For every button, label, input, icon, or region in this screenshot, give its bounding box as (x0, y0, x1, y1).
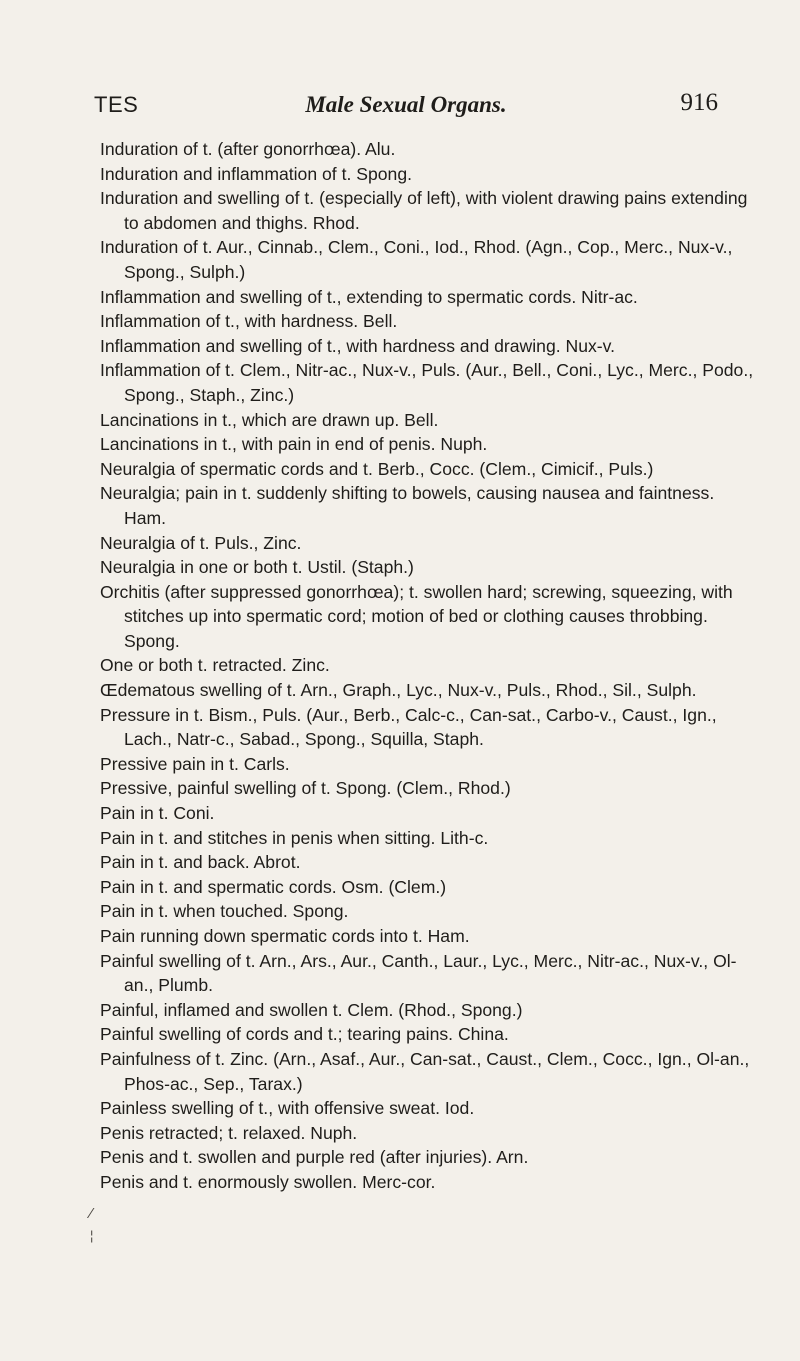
repertory-entry: Pressive, painful swelling of t. Spong. (Clem., Rhod.) (100, 778, 511, 799)
repertory-entry: Induration of t. (after gonorrhœa). Alu. (100, 139, 396, 159)
repertory-entry: Pain in t. Coni. (100, 803, 215, 824)
page-number: 916 (680, 89, 718, 116)
repertory-entry: Pain in t. and back. Abrot. (100, 852, 301, 873)
repertory-entry: Penis and t. swollen and purple red (after injuries). Arn. (100, 1147, 529, 1168)
repertory-entry: Inflammation of t., with hardness. Bell. (100, 311, 398, 332)
repertory-entry: Lancinations in t., which are drawn up. Bell. (100, 409, 439, 430)
repertory-entry: Painful, inflamed and swollen t. Clem. (Rhod., Spong.) (100, 999, 523, 1020)
running-head (94, 89, 718, 122)
repertory-entry: Pressive pain in t. Carls. (100, 753, 290, 774)
repertory-entry: Inflammation and swelling of t., extending to spermatic cords. Nitr-ac. (100, 286, 638, 307)
margin-pencil-mark: ¦ (90, 1228, 94, 1243)
chapter-title: Male Sexual Organs. (305, 92, 507, 117)
repertory-entry: Induration and swelling of t. (especially of left), with violent drawing pains extending to abdomen and thighs. Rhod. (100, 188, 748, 233)
repertory-entry: Pain in t. and stitches in penis when sitting. Lith-c. (100, 827, 489, 848)
repertory-entry: Orchitis (after suppressed gonorrhœa); t. swollen hard; screwing, squeezing, with stitches up into spermatic cord; motion of bed or clothing causes throbbing. Spong. (100, 581, 733, 651)
section-label: TES (94, 92, 139, 117)
repertory-entry: One or both t. retracted. Zinc. (100, 655, 330, 676)
repertory-entry: Lancinations in t., with pain in end of penis. Nuph. (100, 434, 488, 455)
repertory-entry: Induration and inflammation of t. Spong. (100, 163, 412, 184)
repertory-entry: Pain running down spermatic cords into t. Ham. (100, 926, 470, 946)
repertory-entry-list (100, 137, 760, 1195)
repertory-entry: Inflammation of t. Clem., Nitr-ac., Nux-v., Puls. (Aur., Bell., Coni., Lyc., Merc., Podo., Spong., Staph., Zinc.) (100, 360, 754, 405)
repertory-entry: Neuralgia of spermatic cords and t. Berb., Cocc. (Clem., Cimicif., Puls.) (100, 458, 654, 479)
repertory-entry: Penis and t. enormously swollen. Merc-cor. (100, 1171, 436, 1192)
repertory-entry: Painful swelling of t. Arn., Ars., Aur., Canth., Laur., Lyc., Merc., Nitr-ac., Nux-v., Ol-an., Plumb. (100, 950, 737, 996)
repertory-entry: Pressure in t. Bism., Puls. (Aur., Berb., Calc-c., Can-sat., Carbo-v., Caust., Ign., Lach., Natr-c., Sabad., Spong., Squilla, Staph. (100, 704, 717, 750)
repertory-entry: Induration of t. Aur., Cinnab., Clem., Coni., Iod., Rhod. (Agn., Cop., Merc., Nux-v., Spong., Sulph.) (100, 237, 733, 282)
repertory-entry: Œdematous swelling of t. Arn., Graph., Lyc., Nux-v., Puls., Rhod., Sil., Sulph. (100, 680, 697, 701)
repertory-entry: Pain in t. and spermatic cords. Osm. (Clem.) (100, 876, 447, 897)
repertory-entry: Painfulness of t. Zinc. (Arn., Asaf., Aur., Can-sat., Caust., Clem., Cocc., Ign., Ol-an., Phos-ac., Sep., Tarax.) (100, 1048, 750, 1094)
repertory-entry: Painful swelling of cords and t.; tearing pains. China. (100, 1024, 509, 1045)
repertory-entry: Neuralgia in one or both t. Ustil. (Staph.) (100, 557, 414, 578)
repertory-entry: Penis retracted; t. relaxed. Nuph. (100, 1122, 358, 1143)
repertory-entry: Neuralgia; pain in t. suddenly shifting to bowels, causing nausea and faintness. Ham. (100, 483, 715, 528)
repertory-entry: Painless swelling of t., with offensive sweat. Iod. (100, 1098, 475, 1119)
repertory-entry: Neuralgia of t. Puls., Zinc. (100, 532, 302, 553)
repertory-entry: Inflammation and swelling of t., with hardness and drawing. Nux-v. (100, 335, 616, 356)
repertory-entry: Pain in t. when touched. Spong. (100, 901, 349, 922)
margin-pencil-mark: ⁄ (90, 1205, 93, 1222)
